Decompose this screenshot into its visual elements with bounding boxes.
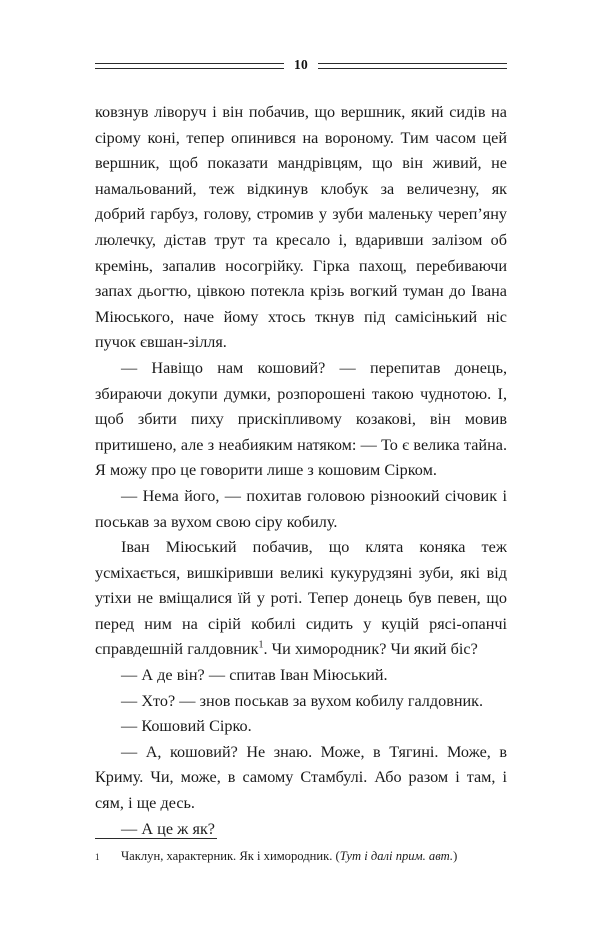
footnote-marker: 1 [95,852,100,862]
paragraph-text-after-footnote: . Чи химородник? Чи який біс? [263,640,478,659]
footnote [95,848,507,866]
paragraph-with-footnote [95,535,507,663]
footnote-reference-marker[interactable]: 1 [258,640,264,652]
paragraph: ковзнув ліворуч і він побачив, що вершник, який сидів на сірому коні, тепер опинився на вороному. Тим часом цей вершник, щоб показати мандрівцям, що він живий, не намальований, теж відкинув клобук за величезну, як добрий гарбуз, голову, стромив у зуби маленьку череп’яну люлечку, дістав трут та кресало і, вдаривши залізом об кремінь, запалив носогрійку. Гірка пахощ, перебиваючи запах дьогтю, цівкою потекла крізь вогкий туман до Івана Міюського, наче йому хтось ткнув під самісінький ніс пучок євшан-зілля. [95,103,507,352]
footnote-text-plain: Чаклун, характерник. Як і химородник. ( [121,849,340,863]
paragraph-text-before-footnote: Іван Міюський побачив, що клята коняка теж усміхається, вишкіривши великі кукурудзяні зуби, які від утіхи не вміщалися їй у роті. Тепер донець був певен, що перед ним на сірій кобилі сидить у куцій рясі-опанчі справдешній галдовник [95,538,507,659]
footnote-area [95,838,507,866]
header-rule-left [95,63,284,69]
footnote-separator-rule [95,838,217,839]
page-number: 10 [293,57,309,73]
header-rule-right [318,63,507,69]
paragraph: — Нема його, — похитав головою різноокий січовик і поськав за вухом свою сіру кобилу. [95,486,507,531]
running-head [95,56,507,76]
paragraph: — Навіщо нам кошовий? — перепитав донець, збираючи докупи думки, розпорошені такою чуднотою. І, щоб збити пиху прискіпливому козакові, він мовив притишено, але з неабияким натяком: — То є велика тайна. Я можу про це говорити лише з кошовим Сірком. [95,358,507,480]
footnote-text-tail: ) [453,849,458,863]
footnote-text [121,848,507,865]
text-block [95,100,507,842]
paragraph: — Хто? — знов поськав за вухом кобилу галдовник. [121,691,484,710]
paragraph: — А, кошовий? Не знаю. Може, в Тягині. Може, в Криму. Чи, може, в самому Стамбулі. Або разом і там, і сям, і ще десь. [95,742,507,813]
paragraph: — А де він? — спитав Іван Міюський. [121,666,388,685]
paragraph: — А це ж як? [121,819,215,838]
footnote-text-italic: Тут і далі прим. авт. [339,849,454,863]
paragraph: — Кошовий Сірко. [121,717,252,736]
